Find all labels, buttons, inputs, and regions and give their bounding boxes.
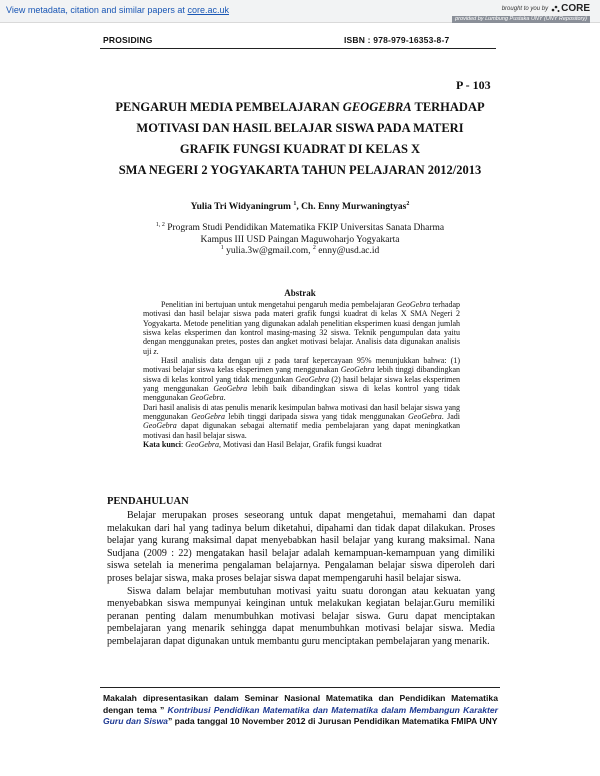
email-1-sup: 1	[220, 244, 224, 251]
abs-p1-a: Penelitian ini bertujuan untuk mengetahui pengaruh media pembelajaran	[161, 300, 397, 309]
author-list	[100, 202, 500, 212]
header-isbn: ISBN : 978-979-16353-8-7	[344, 35, 450, 45]
paper-title	[80, 97, 520, 181]
title-line-4: SMA NEGERI 2 YOGYAKARTA TAHUN PELAJARAN 2012/2013	[118, 163, 482, 177]
core-attribution	[502, 3, 590, 14]
email-2-sup: 2	[312, 244, 316, 251]
abstract-paragraph-1	[143, 300, 460, 356]
title-l1-b: TERHADAP	[411, 100, 485, 114]
abstract-paragraph-2	[143, 356, 460, 403]
abs-p2-geogebra-1: GeoGebra	[340, 365, 375, 375]
abs-p3-geogebra-2: GeoGebra	[408, 412, 442, 422]
section-body	[107, 510, 495, 649]
title-line-2: MOTIVASI DAN HASIL BELAJAR SISWA PADA MATERI	[136, 121, 464, 135]
author-1-sup: 1	[293, 200, 297, 207]
abstract-heading: Abstrak	[284, 288, 316, 298]
affil-program: Program Studi Pendidikan Matematika FKIP Universitas Sanata Dharma	[164, 223, 445, 233]
abs-p3-geogebra-1: GeoGebra	[191, 412, 225, 422]
affil-emails	[100, 246, 500, 258]
view-metadata-link[interactable]	[6, 5, 229, 15]
abs-p2-f: .	[223, 393, 226, 403]
keywords	[143, 440, 460, 449]
keywords-label: Kata kunci	[143, 440, 182, 450]
section-heading: PENDAHULUAN	[107, 496, 189, 507]
title-line-1	[80, 97, 520, 118]
page-code: P - 103	[456, 78, 491, 92]
author-2: Ch. Enny Murwaningtyas	[301, 202, 407, 212]
abs-p2-geogebra-2: GeoGebra	[295, 374, 330, 384]
abs-p1-geogebra: GeoGebra	[396, 300, 431, 309]
abs-p1-z: z	[153, 346, 157, 356]
affil-line-2: Kampus III USD Paingan Maguwoharjo Yogyakarta	[200, 234, 400, 245]
footnote-theme: Kontribusi Pendidikan Matematika dan Matematika dalam Membangun Karakter Guru dan Siswa	[103, 704, 499, 727]
abs-p2-d: (2) hasil belajar siswa kelas eksperimen yang menggunakan	[143, 374, 460, 394]
title-l1-a: PENGARUH MEDIA PEMBELAJARAN	[115, 100, 343, 114]
abs-p2-a: Hasil analisis data dengan uji	[161, 356, 268, 366]
email-1[interactable]: yulia.3w@gmail.com,	[223, 246, 313, 256]
author-2-sup: 2	[406, 200, 410, 207]
title-line-3: GRAFIK FUNGSI KUADRAT DI KELAS X	[179, 142, 421, 156]
email-2[interactable]: enny@usd.ac.id	[315, 246, 380, 256]
footnote	[103, 693, 498, 728]
abs-p2-geogebra-3: GeoGebra	[213, 384, 248, 394]
affil-sup: 1, 2	[155, 221, 165, 228]
abs-p2-c: lebih tinggi dibandingkan siswa di kelas kontrol yang tidak menggunkan	[143, 365, 460, 384]
view-link-prefix: View metadata, citation and similar papers at	[6, 5, 188, 15]
keywords-sep: :	[181, 440, 186, 450]
keywords-rest: Motivasi dan Hasil Belajar, Grafik fungsi kuadrat	[221, 440, 382, 450]
abs-p3-c: . Jadi	[441, 412, 460, 422]
abs-p2-z: z	[267, 356, 271, 366]
abs-p1-b: terhadap motivasi dan hasil belajar siswa pada materi grafik fungsi kuadrat di kelas X SMA Negeri 2 Yogyakarta. Metode penelitian yang digunakan adalah penelitian eksperimen kuasi dengan jumlah siswa kelas eksperimen dan kontrol masing-masing 32 siswa. Teknik pengumpulan data yaitu dengan menggunakan pretes, postes dan angket motivasi belajar. Analisis data digunakan analisis uji	[143, 300, 461, 356]
provided-by-badge[interactable]: provided by Lumbung Pustaka UNY (UNY Repository)	[452, 16, 590, 23]
footnote-b: ” pada tanggal 10 November 2012 di Jurusan Pendidikan Matematika FMIPA UNY	[167, 716, 498, 727]
abstract-paragraph-3	[143, 403, 460, 440]
core-label: CORE	[561, 3, 590, 14]
abs-p3-d: dapat digunakan sebagai alternatif media pembelajaran yang dapat meningkatkan motivasi dan hasil belajar siswa.	[143, 421, 460, 440]
author-1: Yulia Tri Widyaningrum	[190, 202, 291, 212]
keyword-geogebra: GeoGebra,	[185, 440, 222, 450]
abs-p2-e: lebih baik dibandingkan siswa di kelas kontrol yang tidak menggunakan	[143, 384, 460, 403]
affiliation	[100, 223, 500, 258]
title-geogebra: GEOGEBRA	[342, 100, 412, 114]
abstract-body	[143, 300, 460, 450]
footnote-a: Makalah dipresentasikan dalam Seminar Nasional Matematika dan Pendidikan Matematika dengan tema ”	[103, 693, 498, 715]
abs-p1-c: .	[156, 346, 159, 356]
abs-p3-geogebra-3: GeoGebra	[143, 421, 177, 431]
affil-line-1	[100, 223, 500, 235]
body-paragraph-2: Siswa dalam belajar membutuhan motivasi yaitu suatu dorongan atau kekuatan yang menyebabkan siswa mempunyai keinginan untuk melakukan kegiatan belajar.Guru memiliki peranan penting dalam menumbuhkan motivasi belajar siswa. Guru dapat menciptakan pembelajaran yang menarik sehingga dapat menumbuhkan motivasi belajar siswa. Media pembelajaran dapat digunakan untuk membantu guru menciptakan pembelajaran yang menarik.	[107, 585, 495, 647]
abs-p2-geogebra-4: GeoGebra	[189, 393, 224, 403]
abs-p2-b: pada taraf kepercayaan 95% menunjukkan bahwa: (1) motivasi belajar siswa kelas eksperimen yang menggunakan	[143, 356, 460, 375]
core-logo[interactable]	[551, 3, 590, 14]
footnote-divider	[100, 687, 500, 688]
core-logo-icon	[551, 4, 560, 13]
body-paragraph-1: Belajar merupakan proses seseorang untuk dapat mengetahui, memahami dan dapat melakukan dari hal yang tadinya belum diketahui, dipahami dan tidak dapat dilakukan. Proses belajar yang kurang maksimal dapat menyebabkan hasil belajar yang kurang maksimal. Nana Sudjana (2009 : 22) mengatakan hasil belajar adalah kemampuan-kemampuan yang dimiliki siswa setelah ia menerima pengalaman belajarnya. Pengalaman belajar siswa diperoleh dari proses belajar siswa, maka proses belajar siswa dapat mempengaruhi hasil belajar siswa.	[107, 510, 495, 584]
core-site-link[interactable]: core.ac.uk	[187, 5, 229, 15]
brought-by-text: brought to you by	[501, 5, 549, 12]
header-proceeding: PROSIDING	[103, 35, 153, 45]
header-divider	[100, 48, 496, 49]
author-sep: ,	[296, 202, 302, 212]
abs-p3-b: lebih tinggi daripada siswa yang tidak menggunakan	[224, 412, 408, 422]
core-banner	[0, 0, 600, 23]
abs-p3-a: Dari hasil analisis di atas penulis menarik kesimpulan bahwa motivasi dan hasil belajar siswa yang menggunakan	[143, 402, 460, 422]
